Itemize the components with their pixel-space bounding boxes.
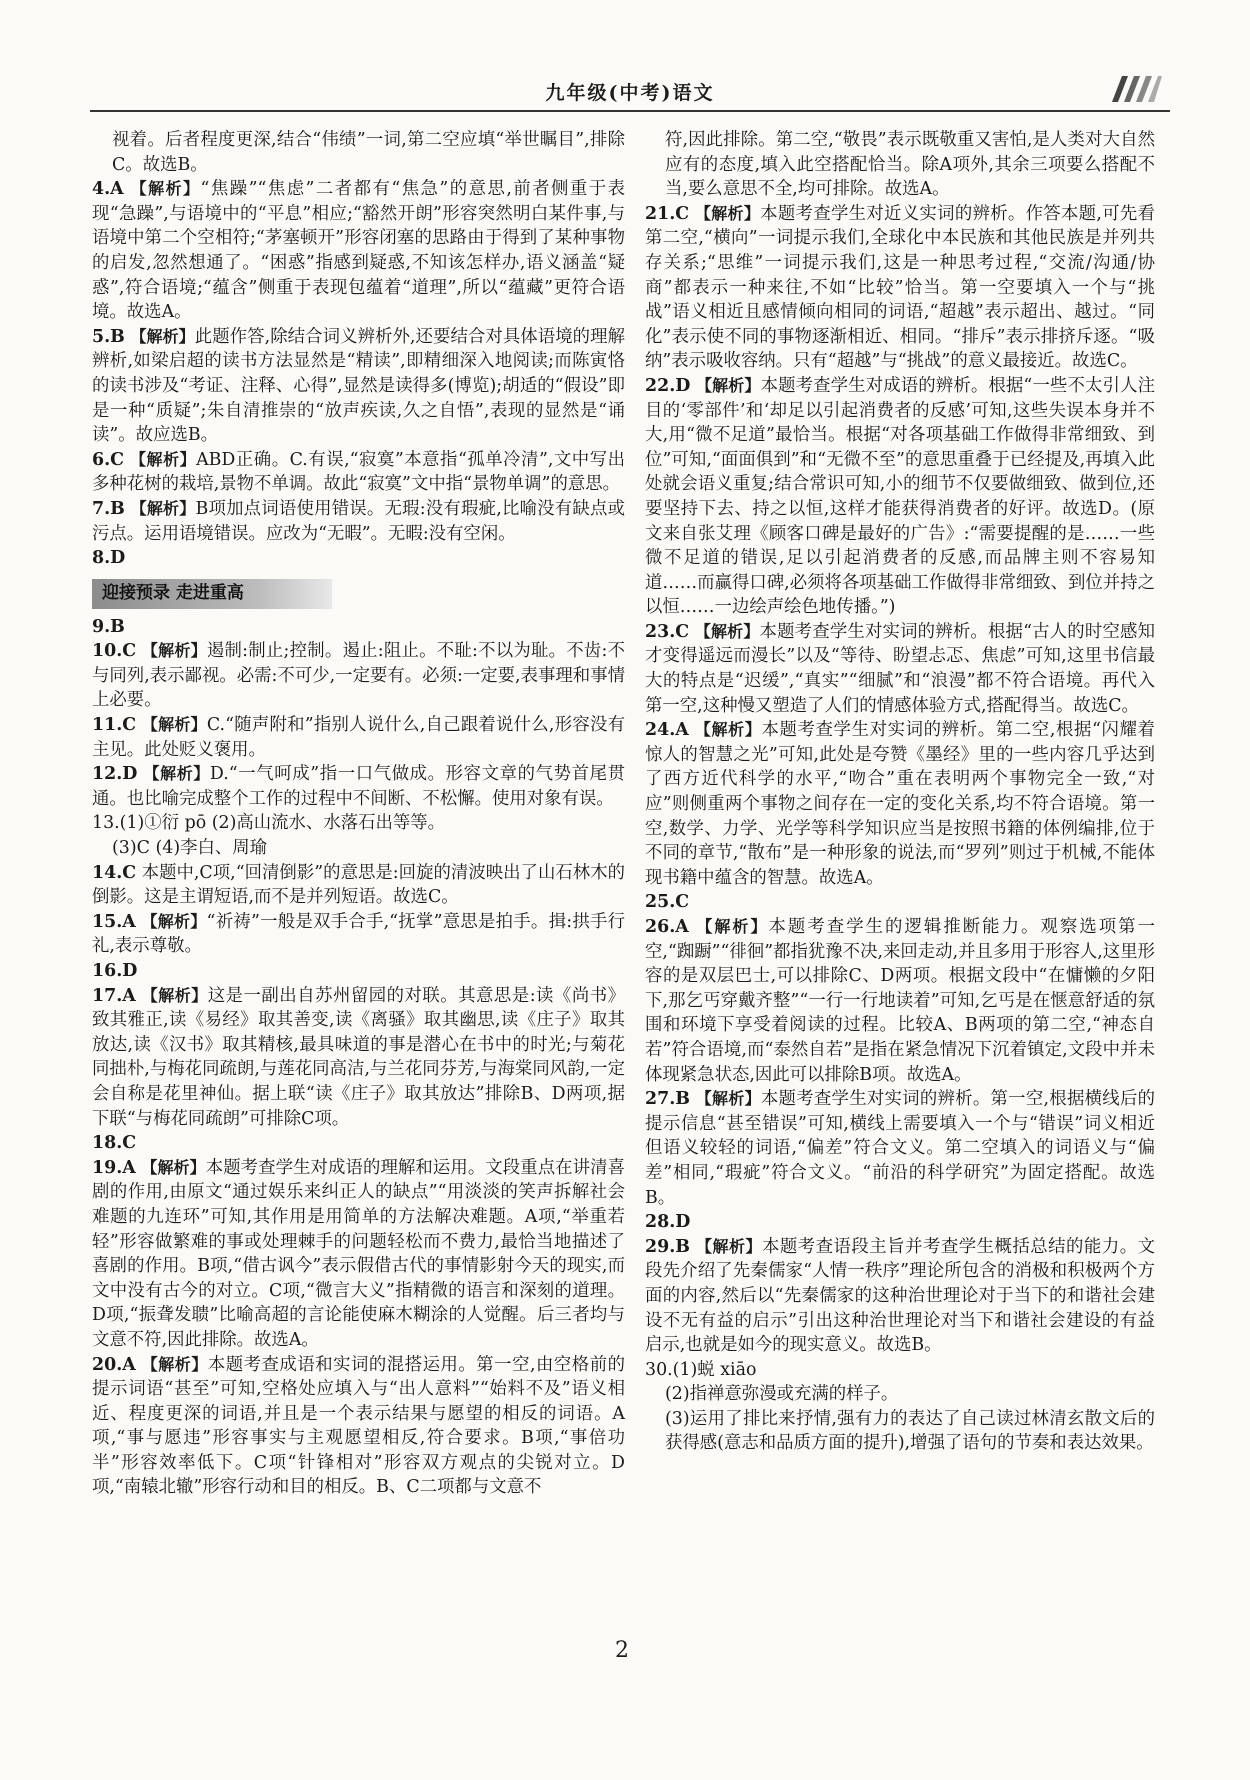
answer-item: 7.B 【解析】B项加点词语使用错误。无瑕:没有瑕疵,比喻没有缺点或污点。运用语境错误。应改为“无暇”。无暇:没有空闲。	[92, 498, 625, 544]
continued-text: 视着。后者程度更深,结合“伟绩”一词,第二空应填“举世瞩目”,排除C。故选B。	[112, 130, 625, 175]
answer-item: 16.D	[92, 961, 138, 981]
answer-item: 10.C 【解析】遏制:制止;控制。遏止:阻止。不耻:不以为耻。不齿:不与同列,表示鄙视。必需:不可少,一定要有。必须:一定要,表事理和事情上必要。	[92, 641, 625, 711]
left-column	[92, 128, 625, 1500]
answer-item: 27.B 【解析】本题考查学生对实词的辨析。第一空,根据横线后的提示信息“甚至错误”可知,横线上需要填入一个与“错误”词义相近但语义较轻的词语,“偏差”符合文义。第二空填入的词语义与“偏差”相同,“瑕疵”符合文义。“前沿的科学研究”为固定搭配。故选B。	[645, 1089, 1155, 1208]
answer-item: (2)指禅意弥漫或充满的样子。	[665, 1384, 899, 1405]
answer-item: 20.A 【解析】本题考查成语和实词的混搭运用。第一空,由空格前的提示词语“甚至”可知,空格处应填入与“出人意料”“始料不及”语义相近、程度更深的词语,并且是一个表示结果与愿望的相反的词语。A项,“事与愿违”形容事实与主观愿望相反,符合要求。B项,“事倍功半”形容效率低下。C项“针锋相对”形容双方观点的尖锐对立。D项,“南辕北辙”形容行动和目的相反。B、C二项都与文意不	[92, 1354, 625, 1498]
answer-item: 24.A 【解析】本题考查学生对实词的辨析。第二空,根据“闪耀着惊人的智慧之光”可知,此处是夸赞《墨经》里的一些内容几乎达到了西方近代科学的水平,“吻合”重在表明两个事物完全一致,“对应”则侧重两个事物之间存在一定的变化关系,均不符合语境。第一空,数学、力学、光学等科学知识应当是按照书籍的体例编排,位于不同的章节,“散布”是一种形象的说法,而“罗列”则过于机械,不能体现书籍中蕴含的智慧。故选A。	[645, 720, 1155, 888]
answer-item: 22.D 【解析】本题考查学生对成语的辨析。根据“一些不太引人注目的‘零部件’和‘却足以引起消费者的反感’可知,这些失误本身并不大,用“微不足道”最恰当。根据“对各项基础工作做得非常细致、到位”可知,“面面俱到”和“无微不至”的意思重叠于已经提及,再填入此处就会语义重复;结合常识可知,小的细节不仅要做细致、做到位,还要坚持下去、持之以恒,这样才能获得消费者的好评。故选D。(原文来自张艾理《顾客口碑是最好的广告》:“需要提醒的是……一些微不足道的错误,足以引起消费者的反感,而品牌主则不容易知道……而赢得口碑,必须将各项基础工作做得非常细致、到位并持之以恒……一边绘声绘色地传播。”)	[645, 375, 1155, 618]
answer-item: 30.(1)蜕 xiāo	[645, 1359, 757, 1380]
answer-item: 23.C 【解析】本题考查学生对实词的辨析。根据“古人的时空感知才变得遥远而漫长”以及“等待、盼望忐忑、焦虑”可知,这里书信最大的特点是“迟缓”,“真实”“细腻”和“浪漫”都不符合语境。再代入第一空,这种慢又塑造了人们的情感体验方式,搭配得当。故选C。	[645, 621, 1155, 716]
header-stripes-icon	[1102, 74, 1162, 104]
answer-item: 19.A 【解析】本题考查学生对成语的理解和运用。文段重点在讲清喜剧的作用,由原文“通过娱乐来纠正人的缺点”“用淡淡的笑声拆解社会难题的九连环”可知,其作用是用简单的方法解决难题。A项,“举重若轻”形容做繁难的事或处理棘手的问题轻松而不费力,最恰当地描述了喜剧的作用。B项,“借古讽今”表示假借古代的事情影射今天的现实,而文中没有古今的对立。C项,“微言大义”指精微的语言和深刻的道理。D项,“振聋发聩”比喻高超的言论能使麻木糊涂的人觉醒。后三者均与文意不符,因此排除。故选A。	[92, 1157, 625, 1350]
header-title: 九年级(中考)语文	[545, 82, 715, 104]
answer-item: 17.A 【解析】这是一副出自苏州留园的对联。其意思是:读《尚书》致其雅正,读《易经》取其善变,读《离骚》取其幽思,读《庄子》取其放达,读《汉书》取其精核,最具味道的事是潜心在书中的时光;与菊花同拙朴,与梅花同疏朗,与莲花同高洁,与兰花同芬芳,与海棠同风韵,一定会自称是花里神仙。据上联“读《庄子》取其放达”排除B、D两项,据下联“与梅花同疏朗”可排除C项。	[92, 985, 625, 1129]
answer-item: 5.B 【解析】此题作答,除结合词义辨析外,还要结合对具体语境的理解辨析,如梁启超的读书方法显然是“精读”,即精细深入地阅读;而陈寅恪的读书涉及“考证、注释、心得”,显然是读得多(博览);胡适的“假设”即是一种“质疑”;朱自清推崇的“放声疾读,久之自悟”,表现的显然是“诵读”。故应选B。	[92, 326, 625, 446]
answer-item: 11.C 【解析】C.“随声附和”指别人说什么,自己跟着说什么,形容没有主见。此处贬义褒用。	[92, 715, 625, 760]
answer-item: 28.D	[645, 1212, 691, 1233]
answer-item: 26.A 【解析】本题考查学生的逻辑推断能力。观察选项第一空,“踟蹰”“徘徊”都指犹豫不决,来回走动,并且多用于形容人,这里形容的是双层巴士,可以排除C、D两项。根据文段中“在慵懒的夕阳下,那乞丐穿戴齐整”“一行一行地读着”可知,乞丐是在惬意舒适的氛围和环境下享受着阅读的过程。比较A、B两项的第二空,“神态自若”符合语境,而“泰然自若”是指在紧急情况下沉着镇定,文段中并未体现紧急状态,因此可以排除B项。故选A。	[645, 917, 1155, 1085]
answer-item: (3)C (4)李白、周瑜	[112, 838, 268, 859]
answer-item: 25.C	[645, 892, 690, 913]
continued-text: 符,因此排除。第二空,“敬畏”表示既敬重又害怕,是人类对大自然应有的态度,填入此空搭配恰当。除A项外,其余三项要么搭配不当,要么意思不全,均可排除。故选A。	[665, 130, 1155, 200]
right-column	[645, 128, 1155, 1456]
answer-item: 12.D 【解析】D.“一气呵成”指一口气做成。形容文章的气势首尾贯通。也比喻完成整个工作的过程中不间断、不松懈。使用对象有误。	[92, 764, 625, 809]
answer-item: 21.C 【解析】本题考查学生对近义实词的辨析。作答本题,可先看第二空,“横向”一词提示我们,全球化中本民族和其他民族是并列共存关系;“思维”一词提示我们,这是一种思考过程,“交流/沟通/协商”都表示一种来往,不如“比较”恰当。第一空要填入一个与“挑战”语义相近且感情倾向相同的词语,“超越”表示超出、越过。“同化”表示使不同的事物逐渐相近、相同。“排斥”表示排挤斥逐。“吸纳”表示吸收容纳。只有“超越”与“挑战”的意义最接近。故选C。	[645, 203, 1155, 372]
answer-item: 9.B	[92, 616, 125, 637]
answer-item: (3)运用了排比来抒情,强有力的表达了自己读过林清玄散文后的获得感(意志和品质方面的提升),增强了语句的节奏和表达效果。	[665, 1408, 1155, 1454]
answer-item: 6.C 【解析】ABD正确。C.有误,“寂寞”本意指“孤单冷清”,文中写出多种花树的栽培,景物不单调。故此“寂寞”文中指“景物单调”的意思。	[92, 449, 625, 495]
page-number: 2	[615, 1638, 629, 1663]
answer-item: 15.A 【解析】“祈祷”一般是双手合手,“抚掌”意思是拍手。揖:拱手行礼,表示尊敬。	[92, 911, 625, 957]
answer-item: 13.(1)①衍 pō (2)高山流水、水落石出等等。	[92, 813, 446, 834]
section-heading: 迎接预录 走进重高	[92, 579, 332, 609]
answer-item: 18.C	[92, 1133, 137, 1154]
answer-item: 4.A 【解析】“焦躁”“焦虑”二者都有“焦急”的意思,前者侧重于表现“急躁”,与语境中的“平息”相应;“豁然开朗”形容突然明白某件事,与语境中第二个空相符;“茅塞顿开”形容闭塞的思路由于得到了某种事物的启发,忽然想通了。“困惑”指感到疑惑,不知该怎样办,语义涵盖“疑惑”,符合语境;“蕴含”侧重于表现包蕴着“道理”,所以“蕴藏”更符合语境。故选A。	[92, 179, 625, 323]
page-header	[90, 70, 1170, 112]
answer-item: 8.D	[92, 548, 126, 569]
answer-item: 29.B 【解析】本题考查语段主旨并考查学生概括总结的能力。文段先介绍了先秦儒家“人情一秩序”理论所包含的消极和积极两个方面的内容,然后以“先秦儒家的这种治世理论对于当下的和谐社会建设不无有益的启示”引出这种治世理论对当下和谐社会建设的有益启示,也就是如今的现实意义。故选B。	[645, 1236, 1155, 1356]
answer-item: 14.C 本题中,C项,“回清倒影”的意思是:回旋的清波映出了山石林木的倒影。这是主谓短语,而不是并列短语。故选C。	[92, 862, 626, 908]
